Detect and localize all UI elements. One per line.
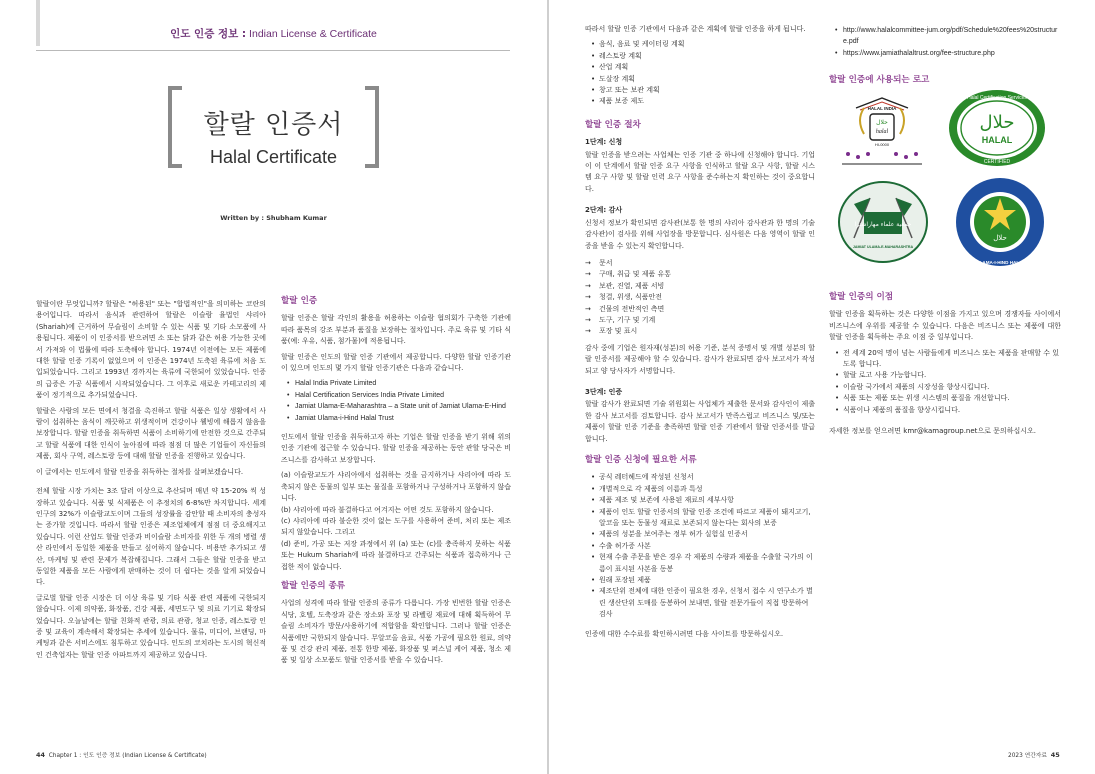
logo-text: HALAL INDIA (867, 106, 897, 111)
list-item: • 개별적으로 각 제품의 이름과 특성 (593, 484, 815, 495)
left-column-1 (36, 299, 266, 665)
section-heading-benefits: 할랄 인증의 이점 (829, 292, 894, 302)
plans-list (585, 39, 815, 107)
left-footer (36, 750, 207, 759)
list-item: • 할랄 로고 사용 가능합니다. (837, 370, 1061, 381)
list-item: • Jamiat Ulama-i-Hind Halal Trust (289, 413, 511, 424)
list-item: • 이슬람 국가에서 제품의 시장성을 향상시킵니다. (837, 382, 1061, 393)
list-item: • 산업 계획 (593, 62, 815, 73)
list-item: → 건물의 전반적인 측면 (585, 304, 815, 315)
year-label: 2023 연간자료 (1008, 753, 1047, 759)
clause-c: (c) 샤리아에 따라 불순한 것이 없는 도구를 사용하여 준비, 처리 또는 제조되지 않았습니다. 그리고 (281, 516, 511, 537)
list-item: → 포장 및 표시 (585, 326, 815, 337)
header-divider (36, 50, 510, 51)
contact-note: 자세한 정보를 얻으려면 kmr@kamagroup.net으로 문의하십시오. (829, 427, 1036, 436)
fee-link[interactable]: • http://www.halalcommittee-jum.org/pdf/Schedule%20fees%20structure.pdf (837, 25, 1061, 48)
logo-text: حلال (979, 112, 1015, 133)
clause-a: (a) 이슬람교도가 샤리아에서 섭취하는 것을 금지하거나 샤리아에 따라 도축되지 않은 동물의 일부 또는 물질을 포함하거나 구성하거나 포함하지 않습니다. (281, 471, 511, 503)
logo-text: HI-0000 (874, 142, 890, 147)
list-item: • 식품 또는 제품 또는 위생 시스템의 품질을 개선합니다. (837, 393, 1061, 404)
list-item: → 구매, 취급 및 제품 유통 (585, 269, 815, 280)
list-item: • 전 세계 20억 명이 넘는 사람들에게 비즈니스 또는 제품을 판매할 수 있도록 합니다. (837, 348, 1061, 371)
jamiat-maharashtra-logo (834, 178, 932, 266)
paragraph: 인증에 대한 수수료를 확인하시려면 다음 사이트를 방문하십시오. (585, 629, 784, 638)
list-item: • 공식 레터헤드에 작성된 신청서 (593, 472, 815, 483)
page-title-ko: 할랄 인증서 (203, 110, 344, 140)
left-page (0, 0, 547, 774)
section-heading-procedure: 할랄 인증 절차 (585, 119, 641, 130)
section-heading-halal-cert: 할랄 인증 (281, 296, 318, 306)
paragraph: 인도에서 할랄 인증을 취득하고자 하는 기업은 할랄 인증을 받기 위해 위의 인증 기관에 접근할 수 있습니다. 할랄 인증을 제공하는 동안 관할 당국은 비즈니스를 감사하고 보장합니다. (281, 433, 511, 464)
author-byline: Written by : Shubham Kumar (220, 214, 327, 222)
paragraph: 할랄 인증을 획득하는 것은 다양한 이점을 가지고 있으며 경쟁자들 사이에서 비즈니스에 우위를 제공할 수 있습니다. 다음은 비즈니스 또는 제품에 대한 할랄 인증을 획득하는 주요 이점 중 일부입니다. (829, 310, 1061, 342)
section-heading-documents: 할랄 인증 신청에 필요한 서류 (585, 455, 697, 465)
right-column-2-lower (829, 292, 1061, 441)
logo-text: JAMIAT ULAMA-I-HIND HALAL TRUST (958, 260, 1042, 265)
paragraph: 사업의 성격에 따라 할랄 인증의 종류가 다릅니다. 가장 빈번한 할랄 인증은 식당, 호텔, 도축장과 같은 장소와 포장 및 라벨링 재료에 대해 획득하여 무슬림 소비자가 방문/사용하기에 적합함을 확인합니다. 그러나 할랄 인증은 식품에만 국한되지 않습니다. 무알코올 음료, 식품 가공에 필요한 원료, 의약품 및 건강 관리 제품, 전통 한방 제품, 화장품 및 퍼스널 케어 제품, 청소 제품 및 일상 소모품도 할랄 인증서를 받을 수 있습니다. (281, 599, 511, 665)
list-item: • 식품이나 제품의 품질을 향상시킵니다. (837, 405, 1061, 416)
section-heading-logos: 할랄 인증에 사용되는 로고 (829, 75, 930, 86)
step-title: 2단계: 감사 (585, 206, 623, 215)
paragraph: 할랄은 사람의 모든 면에서 청결을 촉진하고 할랄 식품은 일상 생활에서 사람이 섭취하는 음식이 깨끗하고 위생적이며 건강이나 웰빙에 해롭지 않음을 보장합니다. 할랄 인증을 취득하면 식품이 소비하기에 안전한 것으로 간주되고 할랄 식품에 대한 인식이 높아짐에 따라 점점 더 많은 기업들이 자신들의 제품, 회사 구역, 레스토랑 등에 대해 할랄 인증을 진행하고 있습니다. (36, 406, 266, 461)
logo-text: HALAL (981, 135, 1013, 145)
cert-bodies-list (281, 378, 511, 424)
benefits-list (829, 348, 1061, 416)
page-title-en: Halal Certificate (209, 147, 338, 167)
paragraph: 할랄 인증을 받으려는 사업체는 인증 기관 중 하나에 신청해야 합니다. 기업이 이 단계에서 할랄 인증 요구 사항을 인식하고 할랄 요구 사항, 할랄 시스템 요구 사항 및 할랄 인력 요구 사항을 준수하는지 확인하는 것이 중요합니다. (585, 150, 815, 193)
fee-link[interactable]: • https://www.jamiathalaltrust.org/fee-structure.php (837, 48, 1061, 59)
clause-d: (d) 준비, 가공 또는 저장 과정에서 위 (a) 또는 (c)를 충족하지 못하는 식품 또는 Hukum Shariah에 따라 불결하다고 간주되는 식품과 접촉하거나 근접한 적이 없습니다. (281, 539, 511, 571)
paragraph: 전체 할랄 시장 가치는 3조 달러 이상으로 추산되며 매년 약 15-20% 씩 성장하고 있습니다. 식품 및 식제품은 이 추정치의 6-8%만 차지합니다. 세계 인구의 32%가 이슬람교도이며 그들의 성장률을 감안할 때 소비자의 충성자는 증가할 것입니다. 따라서 할랄 인증은 제조업체에게 점점 더 중요해지고 있습니다. 이런 산업도 할랄 인증과 비이슬람 소비자를 위한 두 개의 병렬 생산 라인에서 동일한 제품을 만들고 싶어하지 않습니다. 비용만 추가되고 생산, 마케팅 및 관련 문제가 복잡해집니다. 그래서 그들은 할랄 인증을 받고 동일한 제품을 모든 사람에게 판매하는 것이 더 쉽다는 것을 알게 되었습니다. (36, 487, 266, 587)
list-item: → 문서 (585, 258, 815, 269)
logo-text: halal (875, 129, 889, 135)
left-column-2 (281, 296, 511, 671)
right-column-1 (585, 24, 815, 644)
list-item: • 원래 포장된 제품 (593, 575, 815, 586)
paragraph: 따라서 할랄 인증 기관에서 다음과 같은 계획에 할랄 인증을 하게 됩니다. (585, 25, 806, 33)
clause-b: (b) 샤리아에 따라 불결하다고 여겨지는 어떤 것도 포함하지 않습니다. (281, 505, 494, 514)
list-item: • 음식, 음료 및 케이터링 계획 (593, 39, 815, 50)
list-item: → 보관, 진열, 제품 서빙 (585, 281, 815, 292)
halal-certification-services-logo (947, 88, 1047, 168)
logo-text: حلال (876, 119, 888, 126)
section-header-en: Indian License & Certificate (246, 28, 377, 40)
list-item: • 도살장 계획 (593, 74, 815, 85)
chapter-label: Chapter 1 : 인도 인증 정보 (Indian License & Certificate) (48, 753, 207, 759)
right-footer (1008, 750, 1060, 759)
page-number: 44 (36, 751, 46, 759)
paragraph: 할랄 인증은 할랄 각인의 활용을 허용하는 이슬람 협의회가 구축한 기관에 따라 품목의 강조 부분과 품질을 보장하는 절차입니다. 주로 육류 및 기타 식품(예: 우유, 식품, 첨가물)에 적용됩니다. (281, 314, 511, 346)
list-item: • Jamiat Ulama-E-Maharashtra – a State unit of Jamiat Ulama-E-Hind (289, 401, 511, 412)
paragraph: 할랄이란 무엇입니까? 할랄은 "허용된" 또는 "합법적인"을 의미하는 코란의 용어입니다. 따라서 음식과 관련하여 할랄은 이슬람 율법인 샤리아(Shariah)에 근거하여 무슬림이 소비할 수 있는 식품 및 기타 소모품에 사용됩니다. 제품이 이 인증서를 받으려면 소 또는 닭과 같은 허용 가능한 곳에서 가져와 이 법률에 따라 도축해야 합니다. 1974년 이전에는 모든 제품에 대한 할랄 인증 기록이 없었으며 이 인증은 1974년 도축된 육류에 처음 도입되었습니다. 그리고 1993년 경까지는 육류에 국한되어 있었습니다. 인증의 급증은 가공 식품에서 시작되었습니다. 그 이후로 새로운 카테고리의 제품이 정기적으로 추가되었습니다. (36, 300, 266, 400)
audit-areas-list (585, 258, 815, 338)
paragraph: 할랄 인증은 인도의 할랄 인증 기관에서 제공합니다. 다양한 할랄 인증기관이 있으며 인도의 몇 가지 할랄 인증기관은 다음과 같습니다. (281, 352, 511, 373)
right-page (549, 0, 1095, 774)
section-heading-types: 할랄 인증의 종류 (281, 580, 346, 591)
list-item: • 제품이 인도 할랄 인증서의 할랄 인증 조건에 따르고 제품이 돼지고기, 알코올 또는 동물성 재료로 보존되지 않는다는 회사의 보증 (593, 507, 815, 530)
jamiat-ulama-i-hind-halal-trust-logo (947, 176, 1053, 268)
list-item: • 제품 보증 제도 (593, 96, 815, 107)
paragraph: 글로벌 할랄 인증 시장은 더 이상 육류 및 기타 식품 관련 제품에 국한되지 않습니다. 이제 의약품, 화장품, 건강 제품, 세면도구 및 의료 기기로 확장되었습니다. 오늘날에는 할랄 친화적 관광, 의료 관광, 청교 인증, 레스토랑 인증 및 교육이 계속해서 확장되는 추세에 있습니다. 물류, 미디어, 브랜딩, 마케팅과 같은 서비스에도 침투하고 있습니다. 인도의 코치라는 도시의 혁신적인 건축업자는 할랄 인증 아파트까지 제공하고 있습니다. (36, 593, 266, 659)
list-item: • 제품의 성분을 보여주는 정부 허가 실험실 인증서 (593, 529, 815, 540)
page-number: 45 (1050, 751, 1060, 759)
halal-india-logo (834, 94, 930, 166)
step-title: 1단계: 신청 (585, 138, 623, 147)
section-header (0, 26, 547, 41)
list-item: • Halal Certification Services India Private Limited (289, 390, 511, 401)
logo-text: CERTIFIED (983, 159, 1011, 165)
right-column-2 (829, 24, 1061, 93)
list-item: • 수출 허가증 사본 (593, 541, 815, 552)
paragraph: 신청서 정보가 확인되면 감사관(보통 한 명의 샤리아 감사관과 한 명의 기술 감사관)이 검사를 위해 사업장을 방문합니다. 심사원은 다음 영역이 할랄 인증을 받을 수 있는지 확인합니다. (585, 218, 815, 250)
list-item: → 청결, 위생, 식품안전 (585, 292, 815, 303)
list-item: • 현재 수출 주문을 받은 경우 각 제품의 수량과 제품을 수출할 국가의 이름이 표시된 사본을 동봉 (593, 552, 815, 575)
list-item: • 제조단위 전체에 대한 인증이 필요한 경우, 신청서 접수 시 연구소가 별린 생산단위 도매를 동봉하여 보내면, 할랄 전문가들이 직접 방문하여 검사 (593, 586, 815, 620)
section-header-ko: 인도 인증 정보 : (170, 28, 247, 40)
paragraph: 이 글에서는 인도에서 할랄 인증을 취득하는 절차를 살펴보겠습니다. (36, 467, 244, 476)
documents-list (585, 472, 815, 620)
list-item: • Halal India Private Limited (289, 378, 511, 389)
logo-text: Halal Certification Services (967, 95, 1027, 101)
list-item: • 제품 제조 및 보존에 사용된 재료의 세부사항 (593, 495, 815, 506)
logo-text: JAMIAT ULAMA-E-MAHARASHTRA (852, 245, 914, 249)
paragraph: 감사 중에 기업은 원자재(성분)의 허용 기준, 분석 증명서 및 개별 성분의 할랄 인증서를 제공해야 할 수 있습니다. 감사가 완료되면 감사 보고서가 작성되고 양 당사자가 서명합니다. (585, 343, 815, 375)
logo-text: حلال (993, 234, 1007, 242)
paragraph: 할랄 감사가 완료되면 기술 위원회는 사업체가 제출한 문서와 감사인이 제출한 감사 보고서를 검토합니다. 감사 보고서가 만족스럽고 비즈니스 및/또는 제품이 할랄 인증 기준을 충족하면 할랄 인증 기관에서 할랄 인증서를 발급합니다. (585, 400, 815, 443)
step-title: 3단계: 인증 (585, 387, 623, 396)
logo-text: جمعية علماء مهاراشترا (854, 221, 912, 228)
list-item: • 창고 또는 보관 계획 (593, 85, 815, 96)
list-item: • 레스토랑 계획 (593, 51, 815, 62)
list-item: → 도구, 기구 및 기계 (585, 315, 815, 326)
fee-links-list (829, 25, 1061, 59)
